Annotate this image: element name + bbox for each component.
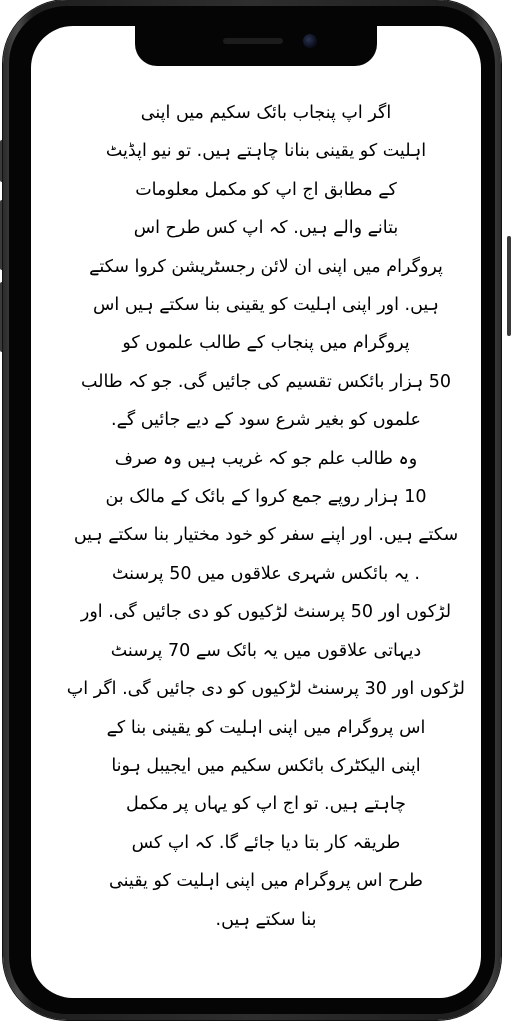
- article-line: اس پروگرام میں اپنی اہلیت کو یقینی بنا کے: [106, 717, 426, 738]
- article-line: ہیں. اور اپنی اہلیت کو یقینی بنا سکتے ہیں اس: [93, 295, 439, 316]
- article-line: وہ طالب علم جو کہ غریب ہیں وہ صرف: [114, 448, 418, 469]
- article-line: دیہاتی علاقوں میں یہ بائک سے 70 پرسنٹ: [110, 640, 422, 661]
- earpiece-speaker: [223, 38, 283, 44]
- article-text: [67, 94, 465, 939]
- article-line: علموں کو بغیر شرع سود کے دیے جائیں گے.: [111, 410, 421, 431]
- power-button: [507, 236, 511, 336]
- article-line: . یہ بائکس شہری علاقوں میں 50 پرسنٹ: [112, 563, 420, 584]
- article-line: سکتے ہیں. اور اپنے سفر کو خود مختیار بنا سکتے ہیں: [73, 525, 459, 546]
- article-line: طریقہ کار بتا دیا جائے گا. کہ اپ کس: [131, 832, 401, 853]
- article-line: چاہتے ہیں. تو اج اپ کو یہاں پر مکمل: [126, 794, 406, 815]
- article-line: اگر اپ پنجاب بائک سکیم میں اپنی: [140, 103, 392, 123]
- article-line: اہلیت کو یقینی بنانا چاہتے ہیں. تو نیو اپڈیٹ: [105, 141, 427, 162]
- article-line: بتانے والے ہیں. کہ اپ کس طرح اس: [133, 218, 399, 239]
- article-line: پروگرام میں اپنی ان لائن رجسٹریشن کروا سکتے: [89, 256, 443, 277]
- article-line: لڑکوں اور 30 پرسنٹ لڑکیوں کو دی جائیں گی. اگر اپ: [66, 679, 465, 700]
- article-line: پروگرام میں پنجاب کے طالب علموں کو: [122, 333, 410, 354]
- phone-notch: [135, 24, 377, 66]
- article-line: لڑکوں اور 50 پرسنٹ لڑکیوں کو دی جائیں گی. اور: [80, 602, 452, 623]
- article-line: 50 ہزار بائکس تقسیم کی جائیں گی. جو کہ طالب: [80, 371, 452, 392]
- article-line: بنا سکتے ہیں.: [215, 909, 317, 930]
- article-line: 10 ہزار روپے جمع کروا کے بائک کے مالک بن: [105, 487, 427, 508]
- article-line: کے مطابق اج اپ کو مکمل معلومات: [135, 179, 397, 200]
- front-camera-icon: [303, 34, 317, 48]
- phone-screen: [31, 26, 481, 998]
- article-line: طرح اس پروگرام میں اپنی اہلیت کو یقینی: [109, 871, 423, 892]
- article-line: اپنی الیکٹرک بائکس سکیم میں ایجیبل ہونا: [111, 755, 421, 776]
